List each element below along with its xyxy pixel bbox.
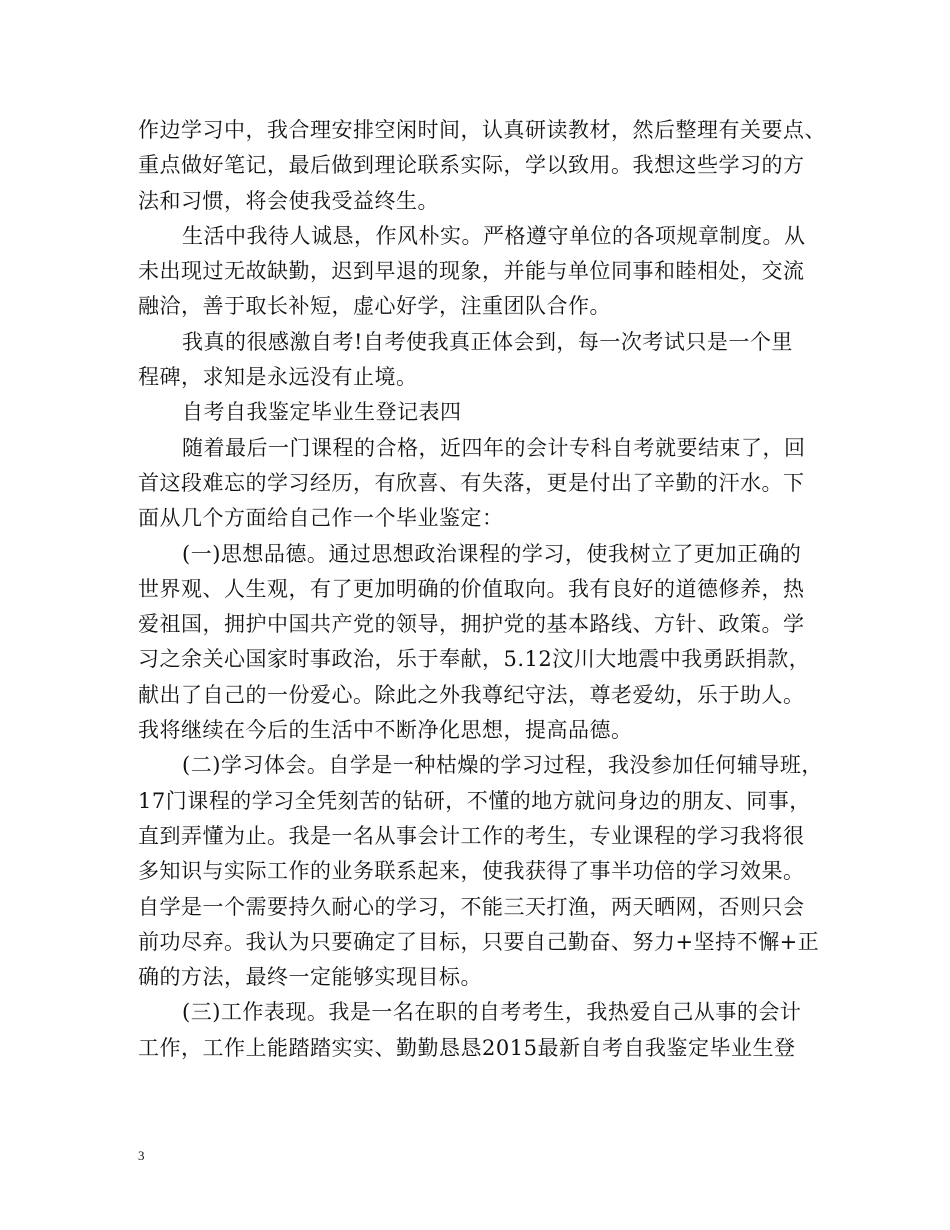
text-line: 法和习惯，将会使我受益终生。	[138, 188, 439, 213]
text-line: 融洽，善于取长补短，虚心好学，注重团队合作。	[138, 294, 611, 319]
text-line: 随着最后一门课程的合格，近四年的会计专科自考就要结束了，回	[182, 435, 806, 460]
text-line: 自学是一个需要持久耐心的学习，不能三天打渔，两天晒网，否则只会	[138, 894, 805, 919]
text-line: (三)工作表现。我是一名在职的自考考生，我热爱自己从事的会计	[182, 1000, 802, 1025]
heading-line: 自考自我鉴定毕业生登记表四	[182, 400, 462, 425]
paragraph-work-performance	[138, 995, 818, 1066]
text-line: 程碑，求知是永远没有止境。	[138, 365, 418, 390]
text-line: 献出了自己的一份爱心。除此之外我尊纪守法，尊老爱幼，乐于助人。	[138, 682, 805, 707]
text-line: 前功尽弃。我认为只要确定了目标，只要自己勤奋、努力+坚持不懈+正	[138, 929, 820, 954]
page-number: 3	[138, 1148, 145, 1163]
text-line: 世界观、人生观，有了更加明确的价值取向。我有良好的道德修养，热	[138, 576, 805, 601]
paragraph-study-methods	[138, 113, 826, 219]
text-line: 面从几个方面给自己作一个毕业鉴定：	[138, 506, 504, 531]
paragraph-gratitude	[138, 325, 818, 396]
text-line: (二)学习体会。自学是一种枯燥的学习过程，我没参加任何辅导班，	[182, 753, 823, 778]
text-line: 我真的很感激自考!自考使我真正体会到，每一次考试只是一个里	[182, 329, 793, 354]
document-body	[138, 113, 826, 1066]
text-line: 生活中我待人诚恳，作风朴实。严格遵守单位的各项规章制度。从	[182, 223, 806, 248]
paragraph-moral-character	[138, 537, 818, 749]
text-line: 确的方法，最终一定能够实现目标。	[138, 965, 482, 990]
paragraph-life-attitude	[138, 219, 818, 325]
text-line: 17门课程的学习全凭刻苦的钻研，不懂的地方就问身边的朋友、同事，	[138, 788, 811, 813]
section-heading	[138, 395, 818, 430]
text-line: 未出现过无故缺勤，迟到早退的现象，并能与单位同事和睦相处，交流	[138, 259, 805, 284]
text-line: 我将继续在今后的生活中不断净化思想，提高品德。	[138, 718, 633, 743]
text-line: 作边学习中，我合理安排空闲时间，认真研读教材，然后整理有关要点、	[138, 118, 826, 142]
text-line: 多知识与实际工作的业务联系起来，使我获得了事半功倍的学习效果。	[138, 859, 805, 884]
text-line: 习之余关心国家时事政治，乐于奉献，5.12汶川大地震中我勇跃捐款，	[138, 647, 811, 672]
paragraph-intro	[138, 431, 818, 537]
text-line: 重点做好笔记，最后做到理论联系实际，学以致用。我想这些学习的方	[138, 153, 805, 178]
text-line: 爱祖国，拥护中国共产党的领导，拥护党的基本路线、方针、政策。学	[138, 612, 805, 637]
text-line: 工作，工作上能踏踏实实、勤勤恳恳2015最新自考自我鉴定毕业生登	[138, 1035, 796, 1060]
text-line: 直到弄懂为止。我是一名从事会计工作的考生，专业课程的学习我将很	[138, 823, 805, 848]
text-line: (一)思想品德。通过思想政治课程的学习，使我树立了更加正确的	[182, 541, 802, 566]
paragraph-study-experience	[138, 748, 823, 995]
text-line: 首这段难忘的学习经历，有欣喜、有失落，更是付出了辛勤的汗水。下	[138, 470, 805, 495]
